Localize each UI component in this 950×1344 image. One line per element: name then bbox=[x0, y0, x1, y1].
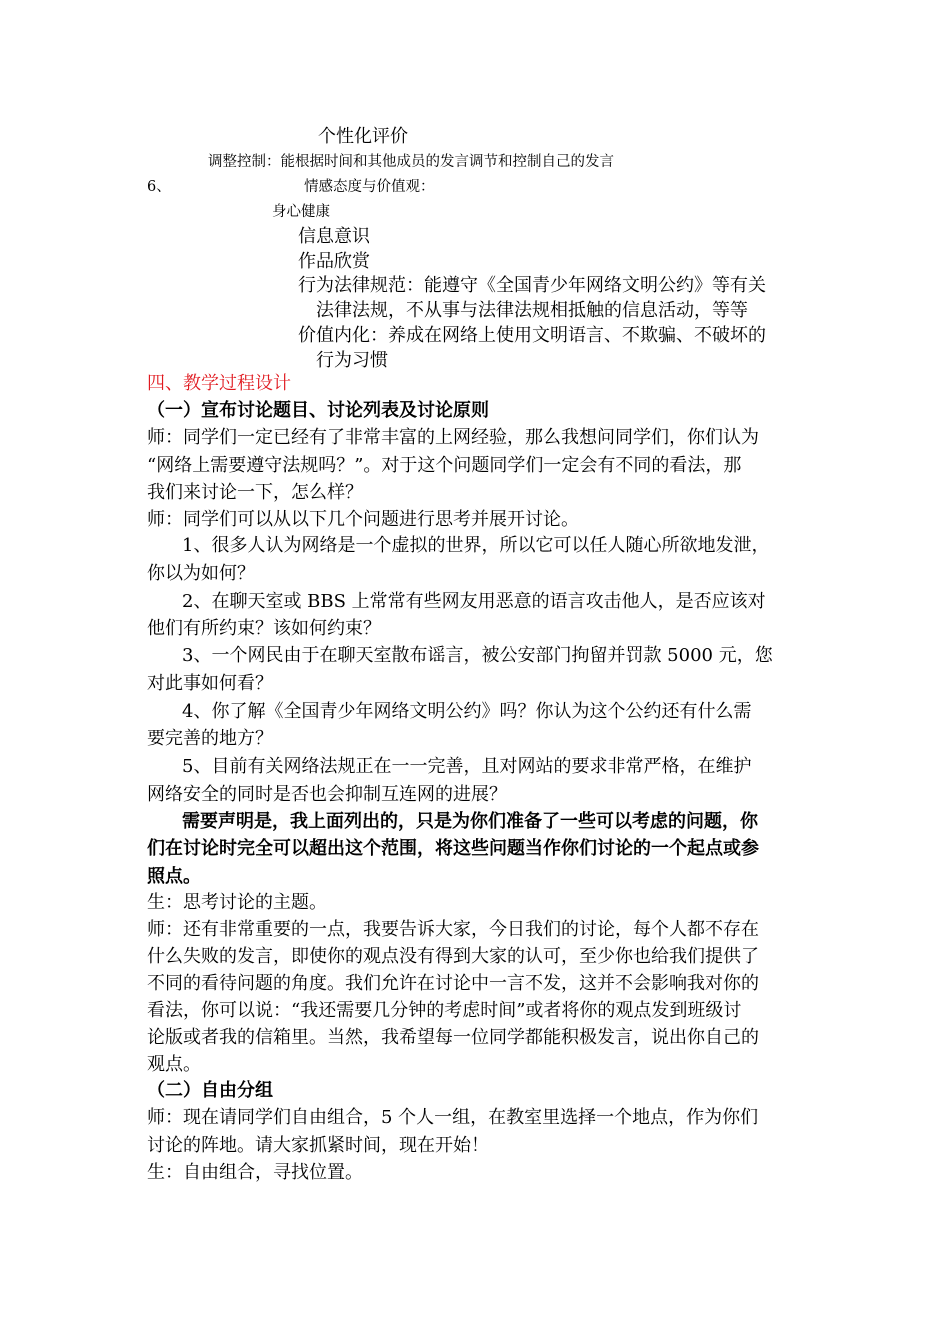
teacher-para-4-line-1: 师：现在请同学们自由组合，5 个人一组，在教室里选择一个地点，作为你们 bbox=[147, 1107, 759, 1128]
question-1-line-2: 你以为如何？ bbox=[147, 563, 255, 584]
note-line-2: 们在讨论时完全可以超出这个范围，将这些问题当作你们讨论的一个起点或参 bbox=[147, 838, 759, 859]
outline-value-line-2: 行为习惯 bbox=[316, 350, 388, 371]
outline-info-awareness: 信息意识 bbox=[298, 226, 370, 247]
student-line-2: 生：自由组合，寻找位置。 bbox=[147, 1162, 363, 1183]
question-5-line-1: 5、目前有关网络法规正在一一完善，且对网站的要求非常严格，在维护 bbox=[182, 756, 752, 777]
question-3-line-2: 对此事如何看？ bbox=[147, 673, 273, 694]
outline-law-line-1: 行为法律规范：能遵守《全国青少年网络文明公约》等有关 bbox=[298, 275, 766, 296]
teacher-para-3-line-3: 不同的看待问题的角度。我们允许在讨论中一言不发，这并不会影响我对你的 bbox=[147, 973, 759, 994]
teacher-para-1-line-3: 我们来讨论一下，怎么样？ bbox=[147, 482, 363, 503]
outline-emotion: 情感态度与价值观： bbox=[304, 179, 435, 195]
teacher-para-3-line-5: 论版或者我的信箱里。当然，我希望每一位同学都能积极发言，说出你自己的 bbox=[147, 1027, 759, 1048]
outline-work-appreciation: 作品欣赏 bbox=[298, 251, 370, 272]
outline-item-number: 6、 bbox=[147, 179, 171, 195]
outline-personal-eval: 个性化评价 bbox=[318, 126, 408, 147]
outline-value-line-1: 价值内化：养成在网络上使用文明语言、不欺骗、不破坏的 bbox=[298, 325, 766, 346]
question-4-line-2: 要完善的地方？ bbox=[147, 728, 273, 749]
teacher-para-3-line-6: 观点。 bbox=[147, 1054, 201, 1075]
student-line-1: 生：思考讨论的主题。 bbox=[147, 892, 327, 913]
question-4-line-1: 4、你了解《全国青少年网络文明公约》吗？你认为这个公约还有什么需 bbox=[182, 701, 752, 722]
note-line-1: 需要声明是，我上面列出的，只是为你们准备了一些可以考虑的问题，你 bbox=[182, 811, 758, 832]
teacher-para-1-line-2: “网络上需要遵守法规吗？”。对于这个问题同学们一定会有不同的看法，那 bbox=[147, 455, 742, 476]
teacher-para-3-line-4: 看法，你可以说：“我还需要几分钟的考虑时间”或者将你的观点发到班级讨 bbox=[147, 1000, 742, 1021]
question-1-line-1: 1、很多人认为网络是一个虚拟的世界，所以它可以任人随心所欲地发泄， bbox=[182, 535, 770, 556]
question-2-line-2: 他们有所约束？该如何约束？ bbox=[147, 618, 381, 639]
teacher-para-1-line-1: 师：同学们一定已经有了非常丰富的上网经验，那么我想问同学们，你们认为 bbox=[147, 427, 759, 448]
subsection-1-title: （一）宣布讨论题目、讨论列表及讨论原则 bbox=[147, 400, 489, 421]
teacher-para-3-line-2: 什么失败的发言，即使你的观点没有得到大家的认可，至少你也给我们提供了 bbox=[147, 946, 759, 967]
question-3-line-1: 3、一个网民由于在聊天室散布谣言，被公安部门拘留并罚款 5000 元，您 bbox=[182, 645, 773, 666]
teacher-para-3-line-1: 师：还有非常重要的一点，我要告诉大家，今日我们的讨论，每个人都不存在 bbox=[147, 919, 759, 940]
question-2-line-1: 2、在聊天室或 BBS 上常常有些网友用恶意的语言攻击他人，是否应该对 bbox=[182, 591, 766, 612]
outline-law-line-2: 法律法规，不从事与法律法规相抵触的信息活动，等等 bbox=[316, 300, 748, 321]
outline-adjust-control: 调整控制：能根据时间和其他成员的发言调节和控制自己的发言 bbox=[208, 154, 614, 170]
question-5-line-2: 网络安全的同时是否也会抑制互连网的进展？ bbox=[147, 784, 507, 805]
subsection-2-title: （二）自由分组 bbox=[147, 1080, 273, 1101]
outline-health: 身心健康 bbox=[272, 204, 330, 220]
section-4-title: 四、教学过程设计 bbox=[147, 373, 291, 394]
teacher-para-2: 师：同学们可以从以下几个问题进行思考并展开讨论。 bbox=[147, 509, 579, 530]
teacher-para-4-line-2: 讨论的阵地。请大家抓紧时间，现在开始！ bbox=[147, 1135, 489, 1156]
note-line-3: 照点。 bbox=[147, 866, 201, 887]
